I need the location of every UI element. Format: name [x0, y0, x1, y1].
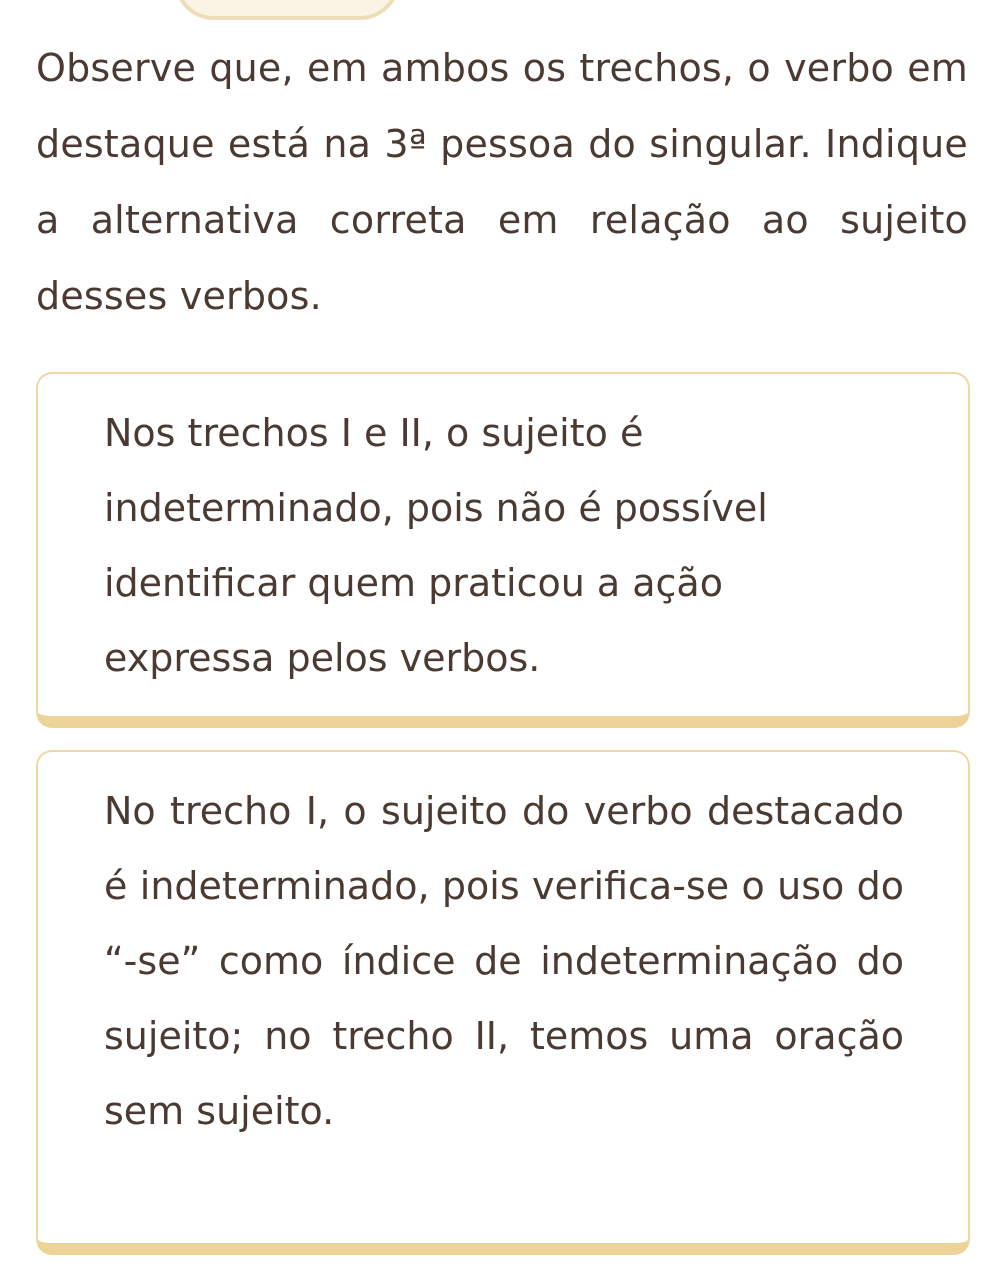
top-tab-edge	[174, 0, 400, 20]
answer-option-b-text: No trecho I, o sujeito do verbo destacado é indeterminado, pois verifica-se o uso do “-se” como índice de indeterminação do sujeito; no trecho II, temos uma oração sem sujeito.	[104, 789, 904, 1133]
answer-option-b[interactable]	[36, 750, 970, 1255]
question-text: Observe que, em ambos os trechos, o verbo em destaque está na 3ª pessoa do singular. Indique a alternativa correta em relação ao sujeito desses verbos.	[36, 46, 968, 318]
answer-option-a-text: Nos trechos I e II, o sujeito é indeterminado, pois não é possível identificar quem praticou a ação expressa pelos verbos.	[104, 411, 768, 680]
answer-option-a[interactable]	[36, 372, 970, 728]
